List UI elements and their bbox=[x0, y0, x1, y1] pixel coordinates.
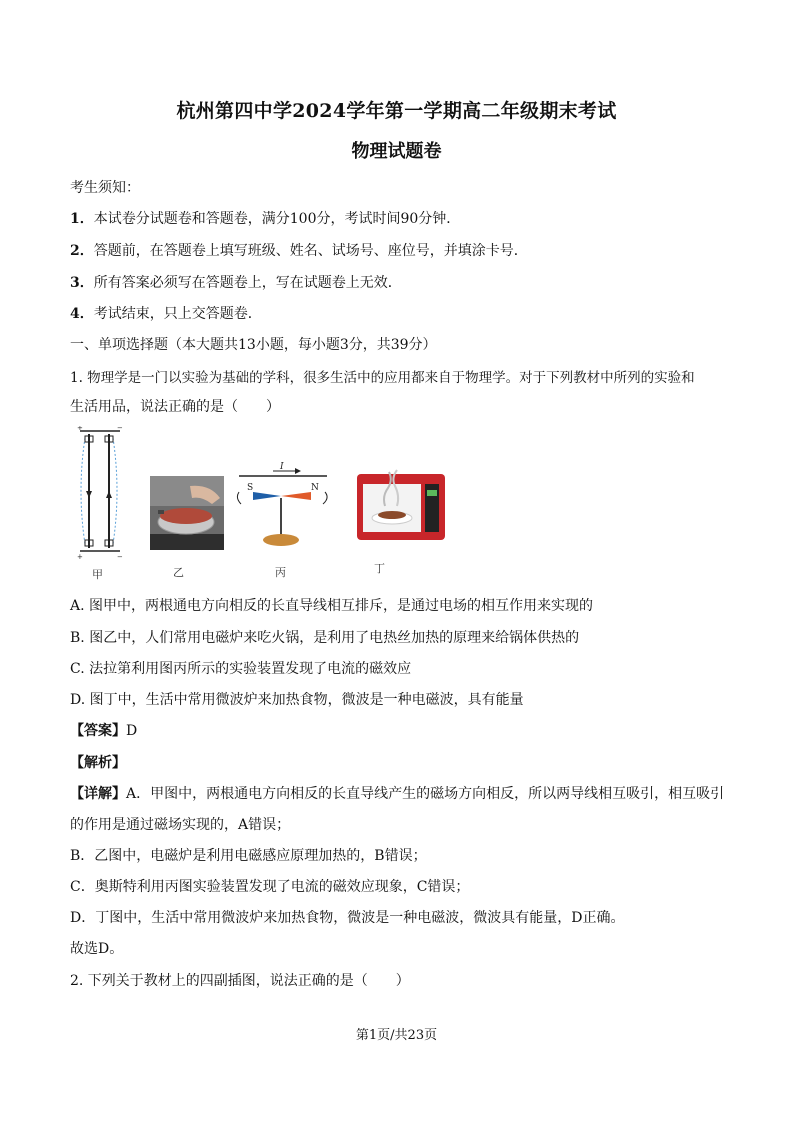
q1-detail-line2: 的作用是通过磁场实现的，A错误； bbox=[70, 817, 291, 833]
notice-heading: 考生须知： bbox=[70, 180, 140, 196]
notice-item bbox=[70, 240, 730, 260]
q1-option-d: D. 图丁中，生活中常用微波炉来加热食物，微波是一种电磁波，具有能量 bbox=[70, 692, 524, 708]
svg-text:−: − bbox=[117, 426, 123, 432]
svg-text:+: + bbox=[77, 426, 83, 432]
exam-title: 杭州第四中学2024学年第一学期高二年级期末考试 bbox=[176, 100, 617, 122]
q1-option-a: A. 图甲中，两根通电方向相反的长直导线相互排斥，是通过电场的相互作用来实现的 bbox=[70, 598, 594, 614]
figure-caption-yi: 乙 bbox=[173, 566, 184, 579]
microwave-oven-photo bbox=[355, 466, 447, 544]
svg-text:−: − bbox=[117, 553, 123, 561]
notice-item bbox=[70, 208, 730, 228]
detail-tag: 【详解】 bbox=[70, 786, 126, 802]
q1-stem-line2: 生活用品，说法正确的是（ ） bbox=[70, 399, 280, 415]
svg-text:+: + bbox=[77, 553, 83, 561]
q1-answer bbox=[70, 720, 730, 740]
notice-item-text: 所有答案必须写在答题卷上，写在试题卷上无效． bbox=[93, 275, 402, 291]
current-label: I bbox=[280, 462, 284, 472]
q1-analysis-tag bbox=[70, 752, 730, 772]
detail-text: A．甲图中，两根通电方向相反的长直导线产生的磁场方向相反，所以两导线相互吸引，相互吸引 bbox=[126, 786, 725, 802]
section-heading: 一、单项选择题（本大题共13小题，每小题3分，共39分） bbox=[70, 337, 437, 353]
q1-stem-line1: 1. 物理学是一门以实验为基础的学科，很多生活中的应用都来自于物理学。对于下列教材中所列的实验和 bbox=[70, 370, 695, 386]
figure-caption-bing: 丙 bbox=[275, 566, 286, 579]
notice-item-number: 3． bbox=[70, 275, 94, 291]
north-pole-label: N bbox=[311, 483, 319, 493]
figure-caption-ding: 丁 bbox=[374, 562, 385, 575]
q1-conclusion: 故选D。 bbox=[70, 941, 124, 957]
q1-option-c: C. 法拉第利用图丙所示的实验装置发现了电流的磁效应 bbox=[70, 661, 412, 677]
answer-tag: 【答案】 bbox=[70, 723, 126, 739]
exam-subtitle: 物理试题卷 bbox=[351, 141, 442, 162]
notice-item-text: 考试结束，只上交答题卷． bbox=[93, 306, 262, 322]
compass-needle-figure bbox=[235, 462, 330, 552]
figure-caption-jia: 甲 bbox=[92, 568, 103, 581]
parallel-wires-figure bbox=[75, 426, 125, 561]
notice-item bbox=[70, 272, 730, 292]
notice-item-number: 4． bbox=[70, 306, 94, 322]
page-number: 第1页/共23页 bbox=[355, 1028, 438, 1043]
notice-item-number: 1． bbox=[70, 211, 94, 227]
q1-detail-d: D．丁图中，生活中常用微波炉来加热食物，微波是一种电磁波，微波具有能量，D正确。 bbox=[70, 910, 625, 926]
notice-item-text: 答题前，在答题卷上填写班级、姓名、试场号、座位号，并填涂卡号． bbox=[93, 243, 528, 259]
q1-figures bbox=[70, 424, 460, 584]
q1-detail-b: B．乙图中，电磁炉是利用电磁感应原理加热的，B错误； bbox=[70, 848, 427, 864]
notice-item bbox=[70, 303, 730, 323]
analysis-tag: 【解析】 bbox=[70, 755, 126, 771]
notice-item-text: 本试卷分试题卷和答题卷，满分100分，考试时间90分钟． bbox=[93, 211, 461, 227]
q1-detail-c: C．奥斯特利用丙图实验装置发现了电流的磁效应现象，C错误； bbox=[70, 879, 470, 895]
induction-cooker-photo bbox=[150, 476, 224, 550]
notice-item-number: 2． bbox=[70, 243, 94, 259]
q1-option-b: B. 图乙中，人们常用电磁炉来吃火锅，是利用了电热丝加热的原理来给锅体供热的 bbox=[70, 630, 580, 646]
q1-detail-line1 bbox=[70, 783, 730, 803]
answer-value: D bbox=[126, 723, 138, 739]
south-pole-label: S bbox=[247, 483, 254, 493]
q2-stem: 2. 下列关于教材上的四副插图，说法正确的是（ ） bbox=[70, 973, 410, 989]
